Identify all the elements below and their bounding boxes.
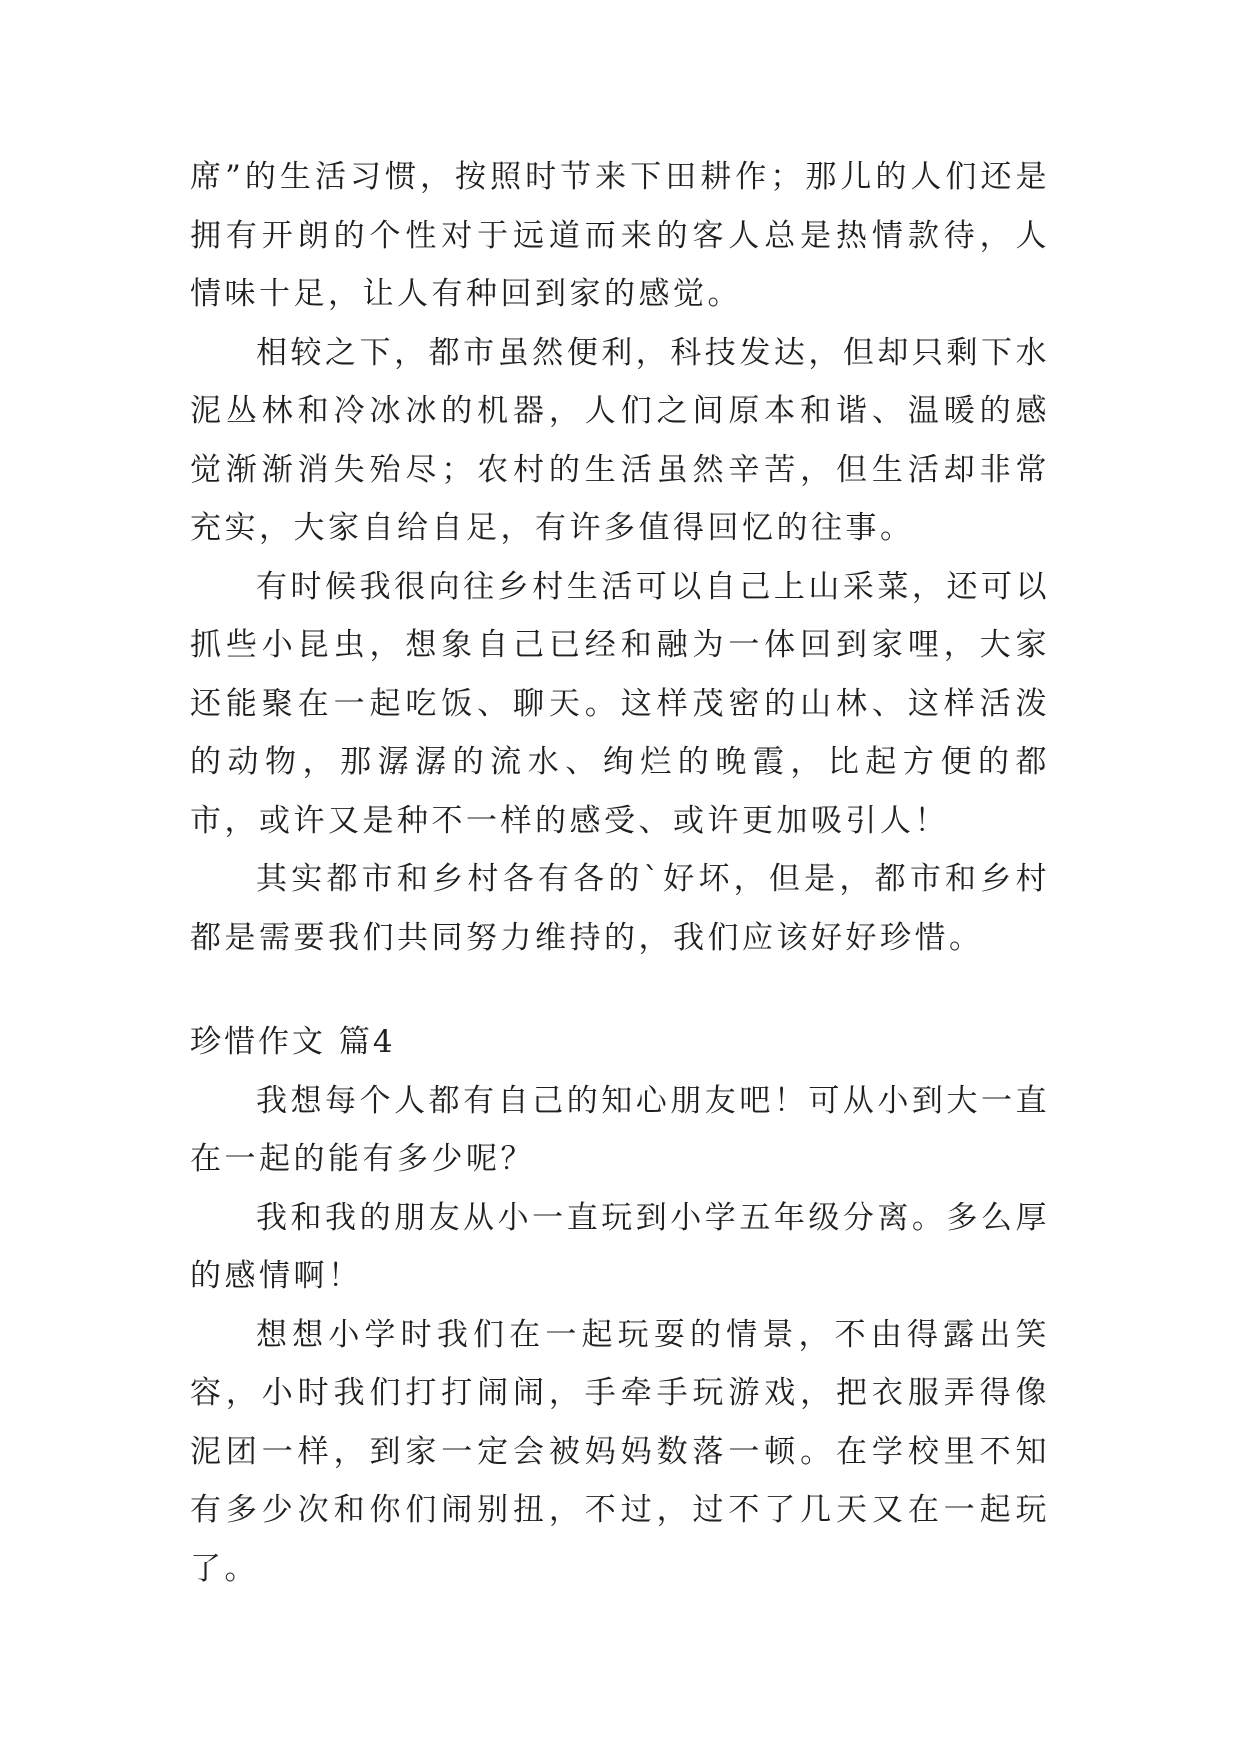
paragraph-city-comparison: 相较之下，都市虽然便利，科技发达，但却只剩下水泥丛林和冷冰冰的机器，人们之间原本和谐、温暖的感觉渐渐消失殆尽；农村的生活虽然辛苦，但生活却非常充实，大家自给自足，有许多值得回忆的往事。: [190, 334, 1050, 546]
paragraph-friends-separation: 我和我的朋友从小一直玩到小学五年级分离。多么厚的感情啊！: [190, 1199, 1050, 1294]
section-title: 珍惜作文 篇4: [190, 1024, 396, 1060]
paragraph-conclusion: 其实都市和乡村各有各的`好坏，但是，都市和乡村都是需要我们共同努力维持的，我们应该好好珍惜。: [190, 861, 1050, 956]
document-body: [190, 148, 1050, 1598]
paragraph-friends-intro: 我想每个人都有自己的知心朋友吧！可从小到大一直在一起的能有多少呢？: [190, 1082, 1050, 1177]
paragraph-friends-memories: 想想小学时我们在一起玩耍的情景，不由得露出笑容，小时我们打打闹闹，手牵手玩游戏，把衣服弄得像泥团一样，到家一定会被妈妈数落一顿。在学校里不知有多少次和你们闹别扭，不过，过不了几天又在一起玩了。: [190, 1316, 1050, 1587]
paragraph-continued: 席”的生活习惯，按照时节来下田耕作；那儿的人们还是拥有开朗的个性对于远道而来的客人总是热情款待，人情味十足，让人有种回到家的感觉。: [190, 159, 1050, 312]
paragraph-country-longing: 有时候我很向往乡村生活可以自己上山采菜，还可以抓些小昆虫，想象自己已经和融为一体回到家哩，大家还能聚在一起吃饭、聊天。这样茂密的山林、这样活泼的动物，那潺潺的流水、绚烂的晚霞，比起方便的都市，或许又是种不一样的感受、或许更加吸引人！: [190, 568, 1050, 839]
